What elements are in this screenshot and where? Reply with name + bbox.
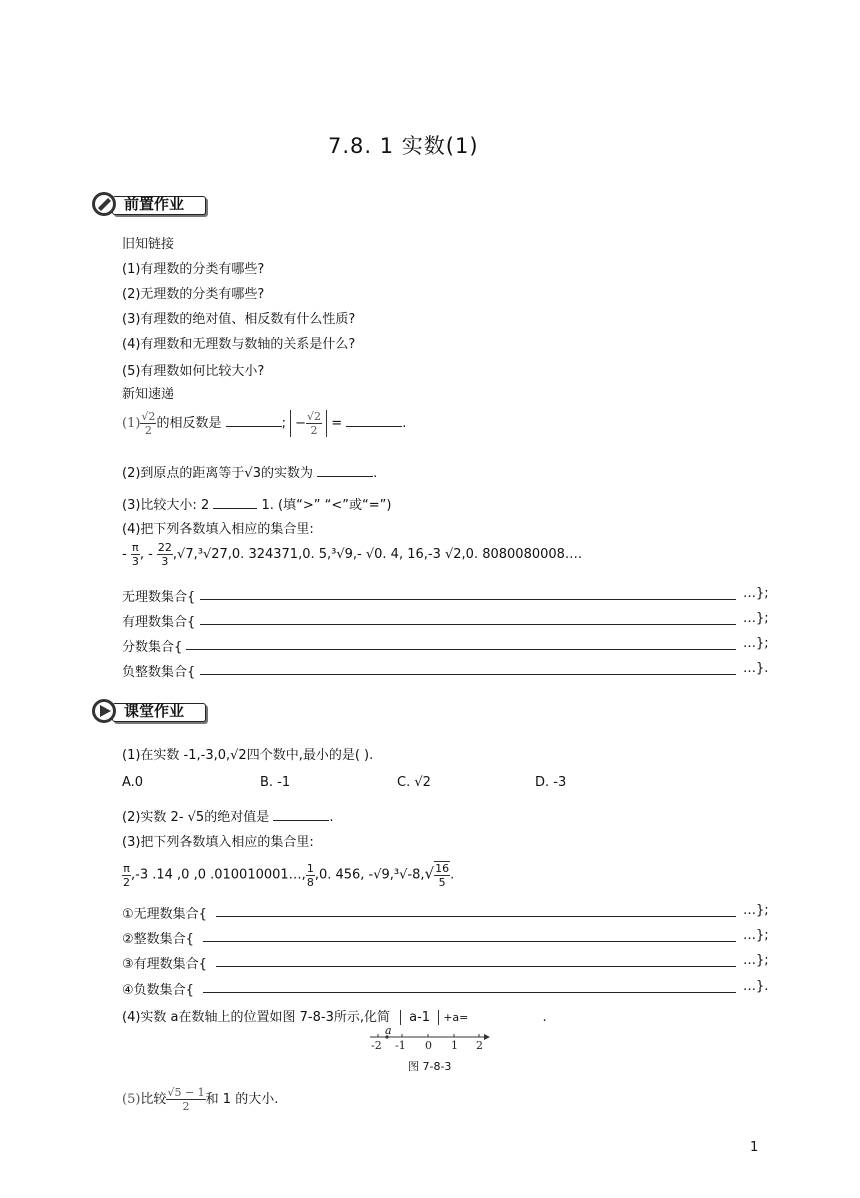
q1-abs: − $\frac{√2}{2}$ <box>290 410 327 437</box>
play-ball-icon <box>90 697 118 725</box>
class-set-irrational-blank[interactable] <box>216 916 736 917</box>
review-item-1: (1)有理数的分类有哪些? <box>122 262 265 277</box>
set-irrational-blank[interactable] <box>200 599 736 600</box>
q2-answer-blank[interactable] <box>317 464 373 477</box>
q3-answer-blank[interactable] <box>213 496 257 509</box>
set-irrational: 无理数集合{ <box>122 590 196 605</box>
set-fraction: 分数集合{ <box>122 640 183 655</box>
class-q3-number-list: $\frac{\pi}{2}$ ,-3 .14 ,0 ,0 .010010001…, $\frac{1}{8}$ ,0. 456, -√9,³√-8,√ $\frac{16}{5}$ . <box>123 861 455 889</box>
section-banner-pre-homework <box>90 190 208 218</box>
class-set-rational: ③有理数集合{ <box>122 957 207 972</box>
tick-label-neg2: -2 <box>371 1039 382 1052</box>
class-set-negative-blank[interactable] <box>203 992 736 993</box>
new-question-3: (3)比较大小: 2 1. (填“>” “<”或“=”) <box>122 498 392 513</box>
figure-caption: 图 7-8-3 <box>408 1060 452 1073</box>
section-banner-class-homework <box>90 697 208 725</box>
class-set-rational-blank[interactable] <box>216 966 736 967</box>
set-negative-integer: 负整数集合{ <box>122 665 196 680</box>
banner-label: 前置作业 <box>124 195 185 213</box>
tick-label-0: 0 <box>425 1039 432 1052</box>
sqrt3: √3 <box>244 466 261 481</box>
class-q4-answer-blank[interactable] <box>473 1009 543 1021</box>
page-number: 1 <box>750 1140 759 1155</box>
option-c[interactable]: C. √2 <box>397 775 431 790</box>
class-set-irrational: ①无理数集合{ <box>122 907 207 922</box>
option-d[interactable]: D. -3 <box>535 775 567 790</box>
class-question-3: (3)把下列各数填入相应的集合里: <box>122 835 314 850</box>
number-line-arrow <box>484 1034 490 1040</box>
option-b[interactable]: B. -1 <box>260 775 291 790</box>
number-line-var-label: a <box>385 1024 392 1037</box>
class-set-integer: ②整数集合{ <box>122 932 194 947</box>
q1-fraction: $\frac{√2}{2}$ <box>141 410 156 437</box>
q1-text: 的相反数是 <box>156 416 222 431</box>
new-question-4: (4)把下列各数填入相应的集合里: <box>122 522 314 537</box>
new-question-1: (1) $\frac{√2}{2}$ 的相反数是 ; − $\frac{√2}{2}$ = . <box>122 410 407 437</box>
class-q2-answer-blank[interactable] <box>273 808 329 821</box>
new-question-2: (2)到原点的距离等于√3的实数为 . <box>122 466 378 481</box>
review-item-3: (3)有理数的绝对值、相反数有什么性质? <box>122 312 356 327</box>
class-set-integer-blank[interactable] <box>203 941 736 942</box>
new-heading: 新知速递 <box>122 387 175 402</box>
review-item-4: (4)有理数和无理数与数轴的关系是什么? <box>122 337 356 352</box>
q1-number: (1) <box>122 416 141 431</box>
set-rational-blank[interactable] <box>200 624 736 625</box>
class-question-4: (4)实数 a在数轴上的位置如图 7-8-3所示,化简 a-1 +a= . <box>122 1010 547 1025</box>
abs-expression: a-1 <box>400 1010 439 1025</box>
set-negative-integer-blank[interactable] <box>200 674 736 675</box>
pencil-ball-icon <box>90 190 118 218</box>
class-question-5: (5)比较 $\frac{√5 - 1}{2}$ 和 1 的大小. <box>122 1086 279 1113</box>
set-fraction-blank[interactable] <box>186 649 736 650</box>
q1-answer-blank-2[interactable] <box>346 414 402 427</box>
review-heading: 旧知链接 <box>122 237 175 252</box>
banner-label: 课堂作业 <box>124 702 185 720</box>
set-rational: 有理数集合{ <box>122 615 196 630</box>
tick-label-neg1: -1 <box>395 1039 406 1052</box>
page-title: 7.8. 1 实数(1) <box>328 134 479 158</box>
class-question-2: (2)实数 2- √5的绝对值是 . <box>122 810 334 825</box>
tick-label-1: 1 <box>451 1039 458 1052</box>
review-item-5: (5)有理数如何比较大小? <box>122 364 265 379</box>
q4-number-list: - $\frac{\pi}{3}$ , - $\frac{22}{3}$ ,√7,³√27,0. 324371,0. 5,³√9,- √0. 4, 16,-3 √2,0. 8080080008…. <box>122 541 583 568</box>
tick-label-2: 2 <box>476 1039 483 1052</box>
review-item-2: (2)无理数的分类有哪些? <box>122 287 265 302</box>
class-set-negative: ④负数集合{ <box>122 983 194 998</box>
class-question-1: (1)在实数 -1,-3,0,√2四个数中,最小的是( ). <box>122 748 374 763</box>
q1-answer-blank-1[interactable] <box>226 414 282 427</box>
option-a[interactable]: A.0 <box>122 775 144 790</box>
